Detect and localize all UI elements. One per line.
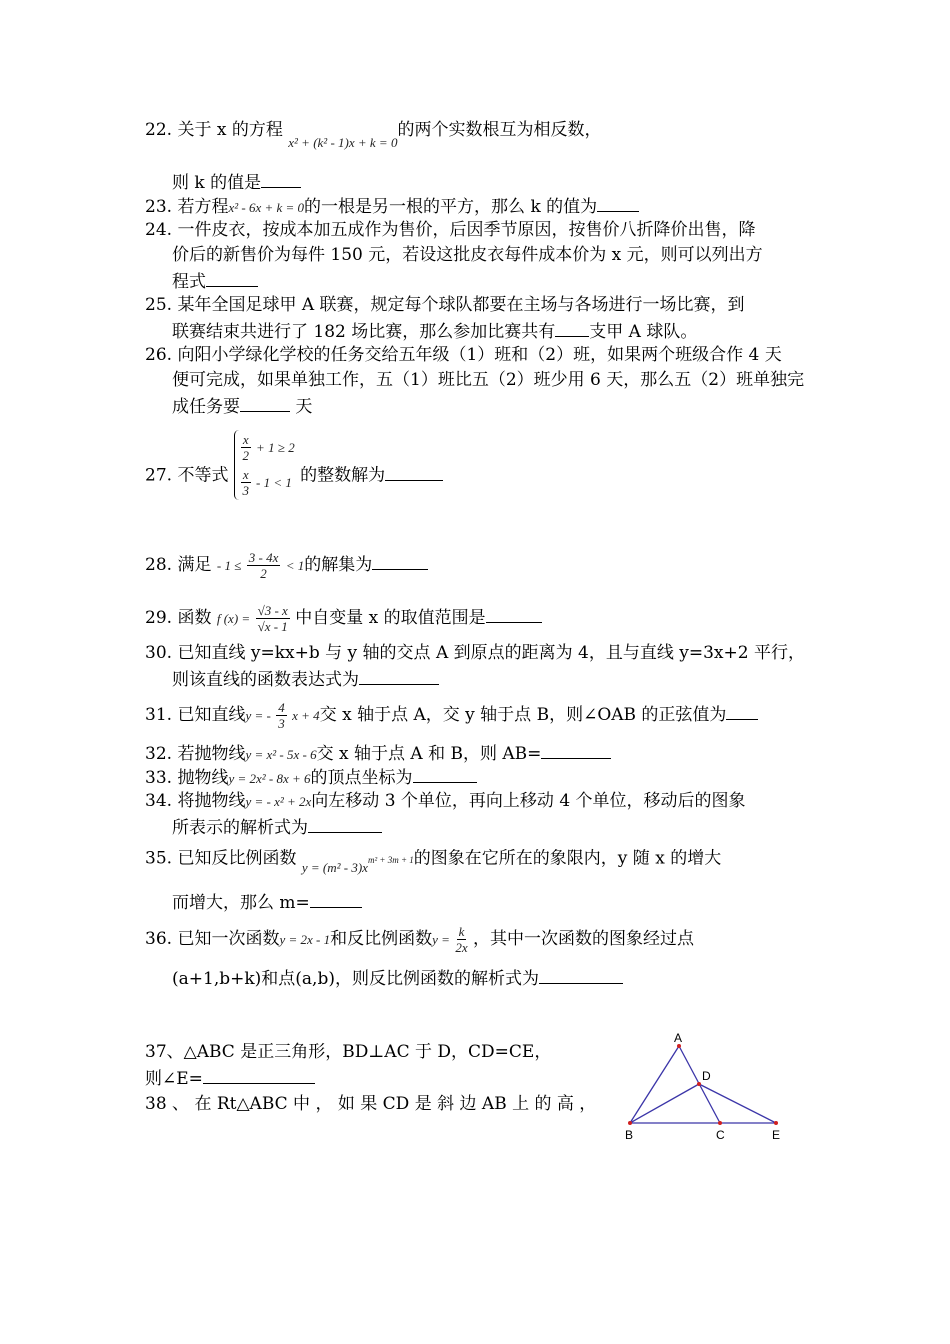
segment-ab [630,1046,679,1123]
answer-blank-24[interactable] [206,268,258,287]
question-27: 27. 不等式 $\frac{x}{2}$ + 1 ≥ 2 $\frac{x}{3}$ - 1 < 1 的整数解为 [145,452,443,500]
answer-blank-34[interactable] [308,814,382,833]
answer-blank-28[interactable] [372,551,428,570]
answer-blank-29[interactable] [486,604,542,623]
question-33: 33. 抛物线y = 2x² - 8x + 6的顶点坐标为 [145,764,477,791]
answer-blank-25[interactable] [555,318,589,337]
question-22-line2: 则 k 的值是 [172,169,301,195]
question-34-line2: 所表示的解析式为 [172,814,382,840]
answer-blank-30[interactable] [359,666,439,685]
answer-blank-23[interactable] [597,193,639,212]
label-a: A [674,1031,683,1045]
answer-blank-33[interactable] [413,764,477,783]
answer-blank-31[interactable] [726,701,758,720]
answer-blank-22[interactable] [261,169,301,188]
question-25-line2: 联赛结束共进行了 182 场比赛，那么参加比赛共有 支甲 A 球队。 [172,318,697,344]
inequality-row-2: $\frac{x}{3}$ - 1 < 1 [242,467,292,498]
question-37: 37、△ABC 是正三角形，BD⊥AC 于 D，CD=CE， [145,1042,552,1062]
point-d [697,1082,701,1086]
question-28: 28. 满足 - 1 ≤ $\frac{3 - 4x}{2}$ < 1的解集为 [145,550,428,581]
fraction: $\frac{4}{3}$ [278,700,285,731]
question-24-line3: 程式 [172,268,258,294]
answer-blank-35[interactable] [310,889,362,908]
answer-blank-37[interactable] [203,1065,315,1084]
question-26-line2: 便可完成，如果单独工作，五（1）班比五（2）班少用 6 天，那么五（2）班单独完 [172,370,805,390]
question-30: 30. 已知直线 y=kx+b 与 y 轴的交点 A 到原点的距离为 4，且与直线 y=3x+2 平行， [145,643,805,663]
fraction: $\frac{x}{2}$ [242,432,249,463]
question-31: 31. 已知直线y = - $\frac{4}{3}$ x + 4交 x 轴于点 A，交 y 轴于点 B，则∠OAB 的正弦值为 [145,700,758,731]
question-37-line2: 则∠E= [145,1065,315,1091]
question-38: 38 、 在 Rt△ABC 中 ， 如 果 CD 是 斜 边 AB 上 的 高 ， [145,1094,597,1114]
label-b: B [625,1128,634,1142]
question-24-line2: 价后的新售价为每件 150 元，若设这批皮衣每件成本价为 x 元，则可以列出方 [172,245,763,265]
question-36: 36. 已知一次函数y = 2x - 1和反比例函数y = $\frac{k}{2x}$ ，其中一次函数的图象经过点 [145,924,694,955]
fraction: $\frac{3 - 4x}{2}$ [248,550,279,581]
fraction: $\frac{√3 - x}{√x - 1}$ [257,603,288,634]
question-23: 23. 若方程x² - 6x + k = 0的一根是另一根的平方，那么 k 的值为 [145,193,639,220]
question-22: 22. 关于 x 的方程 $_{x^2 + (k^2 - 1)x + k = 0}$的两个实数根互为相反数， [145,120,602,150]
fraction: $\frac{k}{2x}$ [455,924,468,955]
answer-blank-27[interactable] [385,462,443,481]
segment-de [699,1084,776,1123]
question-26-line3: 成任务要 天 [172,393,312,419]
question-24: 24. 一件皮衣，按成本加五成作为售价，后因季节原因，按售价八折降价出售，降 [145,220,756,240]
triangle-figure [610,1030,800,1148]
point-c [718,1121,722,1125]
question-35: 35. 已知反比例函数 $_{y = (m^2 - 3)x}^{m^2 + 3m + 1}$的图象在它所在的象限内，y 随 x 的增大 [145,848,722,875]
fraction: $\frac{x}{3}$ [242,467,249,498]
answer-blank-26[interactable] [240,393,290,412]
question-25: 25. 某年全国足球甲 A 联赛，规定每个球队都要在主场与各场进行一场比赛，到 [145,295,745,315]
label-e: E [772,1128,781,1142]
question-34: 34. 将抛物线y = - x² + 2x向左移动 3 个单位，再向上移动 4 个单位，移动后的图象 [145,791,746,811]
question-30-line2: 则该直线的函数表达式为 [172,666,439,692]
answer-blank-36[interactable] [539,965,623,984]
inequality-row-1: $\frac{x}{2}$ + 1 ≥ 2 [242,432,295,463]
segment-bd [630,1084,699,1123]
inequality-system [234,430,295,500]
question-36-line2: (a+1,b+k)和点(a,b)，则反比例函数的解析式为 [172,965,623,991]
label-c: C [716,1128,725,1142]
question-32: 32. 若抛物线y = x² - 5x - 6交 x 轴于点 A 和 B，则 AB= [145,740,611,767]
point-e [774,1121,778,1125]
question-26: 26. 向阳小学绿化学校的任务交给五年级（1）班和（2）班，如果两个班级合作 4 天 [145,345,782,365]
answer-blank-32[interactable] [541,740,611,759]
label-d: D [702,1069,711,1083]
question-35-line2: 而增大，那么 m= [172,889,362,915]
question-29: 29. 函数 f (x) = $\frac{√3 - x}{√x - 1}$ 中自变量 x 的取值范围是 [145,603,542,634]
point-b [628,1121,632,1125]
